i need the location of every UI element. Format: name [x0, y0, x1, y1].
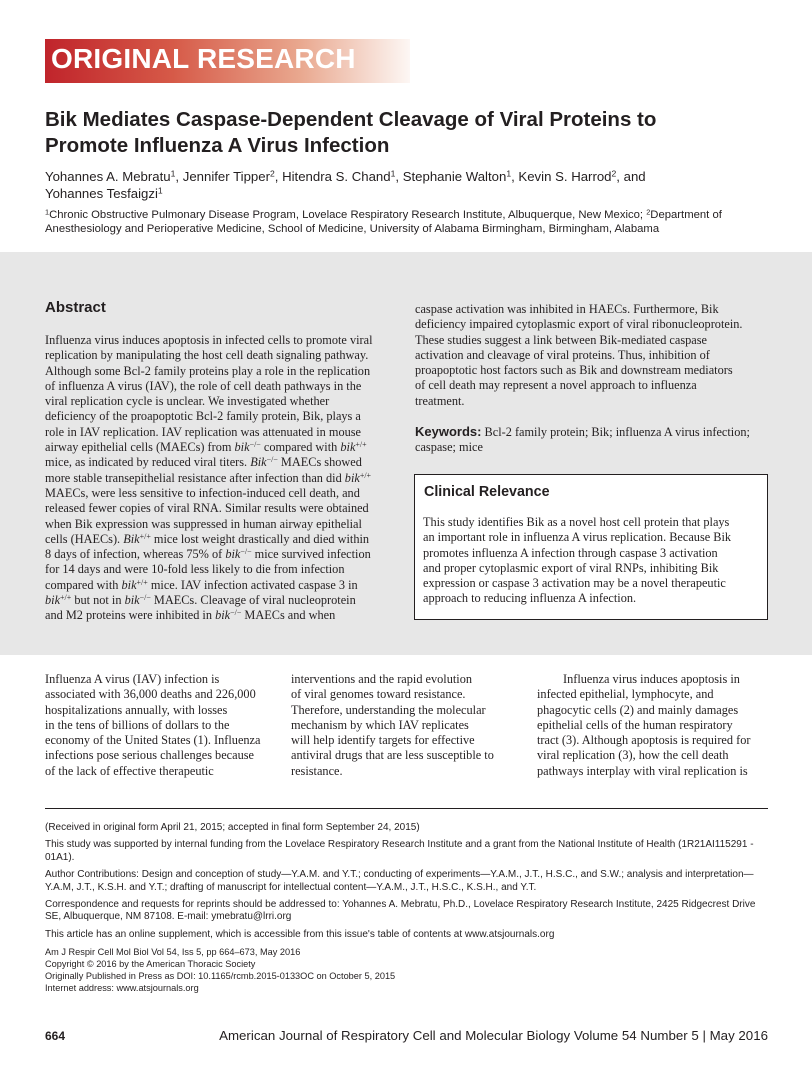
text-line: antiviral drugs that are less susceptible to — [291, 748, 494, 763]
citation: Am J Respir Cell Mol Biol Vol 54, Iss 5, pp 664–673, May 2016 — [45, 947, 301, 958]
text-line: promotes influenza A infection through caspase 3 activation — [423, 545, 718, 560]
text-line: of viral genomes toward resistance. — [291, 687, 466, 702]
text-line: resistance. — [291, 763, 343, 778]
abstract-heading: Abstract — [45, 299, 106, 316]
text-line: mechanism by which IAV replicates — [291, 717, 469, 732]
text-line: These studies suggest a link between Bik-mediated caspase — [415, 332, 707, 347]
text-line: approach to reducing influenza A infection. — [423, 591, 637, 606]
correspondence-note: Correspondence and requests for reprints should be addressed to: Yohannes A. Mebratu, Ph.D., Lovelace Respiratory Research Institute, 2425 Ridgecrest Drive SE, Albuquerque, NM 87108. E-mail: ymebratu@lrri.org — [45, 899, 756, 923]
text-line: viral replication (3), how the cell death — [537, 748, 729, 763]
article-title — [45, 107, 656, 159]
author: Stephanie Walton$^1$, — [402, 168, 519, 184]
supplement-note: This article has an online supplement, which is accessible from this issue's table of contents at www.atsjournals.org — [45, 928, 555, 940]
doi: Originally Published in Press as DOI: 10.1165/rcmb.2015-0133OC on October 5, 2015 — [45, 971, 396, 982]
text-line: when Bik expression was suppressed in human airway epithelial — [45, 516, 362, 531]
abstract-right-column — [415, 302, 742, 409]
section-banner — [45, 39, 410, 83]
text-line: of influenza A virus (IAV), the role of cell death pathways in the — [45, 378, 362, 393]
text-line: interventions and the rapid evolution — [291, 672, 472, 686]
author-list — [45, 168, 745, 202]
text-line: and proper cytoplasmic export of viral RNPs, inhibiting Bik — [423, 560, 719, 575]
text-line: caspase activation was inhibited in HAECs. Furthermore, Bik — [415, 302, 719, 316]
text-line: activation and cleavage of viral proteins. Thus, inhibition of — [415, 347, 710, 362]
received-note: (Received in original form April 21, 2015; accepted in final form September 24, 2015) — [45, 822, 420, 833]
body-column-2 — [291, 672, 494, 779]
text-line: cells (HAECs). Bik+/+ mice lost weight drastically and died within — [45, 531, 370, 546]
clinical-relevance-box — [414, 474, 768, 620]
text-line: airway epithelial cells (MAECs) from bik−/− compared with bik+/+ — [45, 440, 367, 455]
text-line: phagocytic cells (2) and mainly damages — [537, 702, 739, 717]
author: Yohannes A. Mebratu$^1$, — [45, 168, 183, 184]
keywords: Keywords: Bcl-2 family protein; Bik; influenza A virus infection; caspase; mice — [415, 424, 750, 455]
text-line: infected epithelial, lymphocyte, and — [537, 687, 714, 702]
text-line: deficiency impaired cytoplasmic export of viral ribonucleoprotein. — [415, 317, 743, 332]
text-line: 8 days of infection, whereas 75% of bik−/− mice survived infection — [45, 547, 371, 562]
text-line: hospitalizations annually, with losses — [45, 702, 228, 717]
text-line: of cell death may represent a novel approach to influenza — [415, 378, 697, 393]
clinical-relevance-heading: Clinical Relevance — [424, 484, 550, 500]
footnotes — [45, 822, 770, 994]
page-number: 664 — [45, 1029, 66, 1043]
banner-label: ORIGINAL RESEARCH — [51, 43, 356, 74]
text-line: This study identifies Bik as a novel host cell protein that plays — [423, 515, 730, 529]
affiliations: $^1$Chronic Obstructive Pulmonary Disease Program, Lovelace Respiratory Research Institute, Albuquerque, New Mexico; $^2$Department of Anesthesiology and Perioperative Medicine, School of Medicine, University of Alabama Birmingham, Birmingham, Alabama — [45, 207, 722, 235]
text-line: pathways interplay with viral replication is — [537, 763, 748, 778]
text-line: in the tens of billions of dollars to the — [45, 717, 230, 732]
author: Jennifer Tipper$^2$, — [182, 168, 283, 184]
author: Hitendra S. Chand$^1$, — [282, 168, 403, 184]
text-line: released fewer copies of viral RNA. Similar results were obtained — [45, 501, 369, 516]
copyright: Copyright © 2016 by the American Thoracic Society — [45, 959, 256, 970]
text-line: Although some Bcl-2 family proteins play a role in the replication — [45, 363, 371, 378]
body-column-3 — [537, 672, 750, 779]
text-line: Influenza virus induces apoptosis in infected cells to promote viral — [45, 333, 373, 347]
text-line: more stable transepithelial resistance after infection than did bik+/+ — [45, 470, 372, 485]
text-line: for 14 days and were 10-fold less likely to die from infection — [45, 562, 345, 577]
author: Kevin S. Harrod$^2$, and — [518, 168, 646, 184]
author: Yohannes Tesfaigzi$^1$ — [45, 185, 163, 201]
text-line: expression or caspase 3 activation may be a novel therapeutic — [423, 576, 726, 591]
text-line: role in IAV replication. IAV replication was attenuated in mouse — [45, 424, 362, 439]
text-line: an important role in influenza A virus replication. Because Bik — [423, 530, 732, 545]
text-line: will help identify targets for effective — [291, 733, 475, 748]
text-line: mice, as indicated by reduced viral titers. Bik−/− MAECs showed — [45, 455, 362, 470]
text-line: associated with 36,000 deaths and 226,000 — [45, 687, 256, 702]
contributions-note: Author Contributions: Design and conception of study—Y.A.M. and Y.T.; conducting of experiments—Y.A.M., J.T., H.S.C., and S.W.; analysis and interpretation—Y.A.M, J.T., K.S.H. and Y.T.; drafting of manuscript for intellectual content—Y.A.M., J.T., H.S.C., K.S.H., and Y.T. — [45, 869, 754, 893]
text-line: Therefore, understanding the molecular — [291, 702, 486, 717]
funding-note: This study was supported by internal funding from the Lovelace Respiratory Research Institute and a grant from the National Institute of Health (1R21AI115291 - 01A1). — [45, 839, 754, 863]
abstract-left-column — [45, 333, 372, 624]
text-line: treatment. — [415, 393, 465, 408]
text-line: economy of the United States (1). Influenza — [45, 733, 261, 748]
internet-address: Internet address: www.atsjournals.org — [45, 983, 199, 994]
text-line: Influenza virus induces apoptosis in — [563, 672, 740, 686]
clinical-relevance-text — [423, 515, 731, 607]
text-line: Influenza A virus (IAV) infection is — [45, 672, 220, 686]
text-line: compared with bik+/+ mice. IAV infection activated caspase 3 in — [45, 577, 358, 592]
text-line: of the lack of effective therapeutic — [45, 763, 214, 778]
text-line: viral replication cycle is unclear. We investigated whether — [45, 394, 330, 409]
title-line: Bik Mediates Caspase-Dependent Cleavage of Viral Proteins to — [45, 108, 657, 131]
text-line: bik+/+ but not in bik−/− MAECs. Cleavage of viral nucleoprotein — [45, 593, 356, 608]
body-column-1 — [45, 672, 260, 779]
text-line: infections pose serious challenges because — [45, 748, 254, 763]
keywords-label: Keywords: — [415, 424, 482, 439]
journal-footer: American Journal of Respiratory Cell and Molecular Biology Volume 54 Number 5 | May 2016 — [219, 1028, 768, 1043]
text-line: replication by manipulating the host cell death signaling pathway. — [45, 348, 369, 363]
text-line: and M2 proteins were inhibited in bik−/− MAECs and when — [45, 608, 336, 623]
text-line: tract (3). Although apoptosis is required for — [537, 733, 751, 748]
text-line: epithelial cells of the human respiratory — [537, 717, 733, 732]
text-line: proapoptotic host factors such as Bik and downstream mediators — [415, 363, 733, 378]
text-line: deficiency of the proapoptotic Bcl-2 family protein, Bik, plays a — [45, 409, 361, 424]
text-line: MAECs, were less sensitive to infection-induced cell death, and — [45, 485, 360, 500]
title-line: Promote Influenza A Virus Infection — [45, 134, 390, 157]
footnote-divider — [45, 808, 768, 809]
